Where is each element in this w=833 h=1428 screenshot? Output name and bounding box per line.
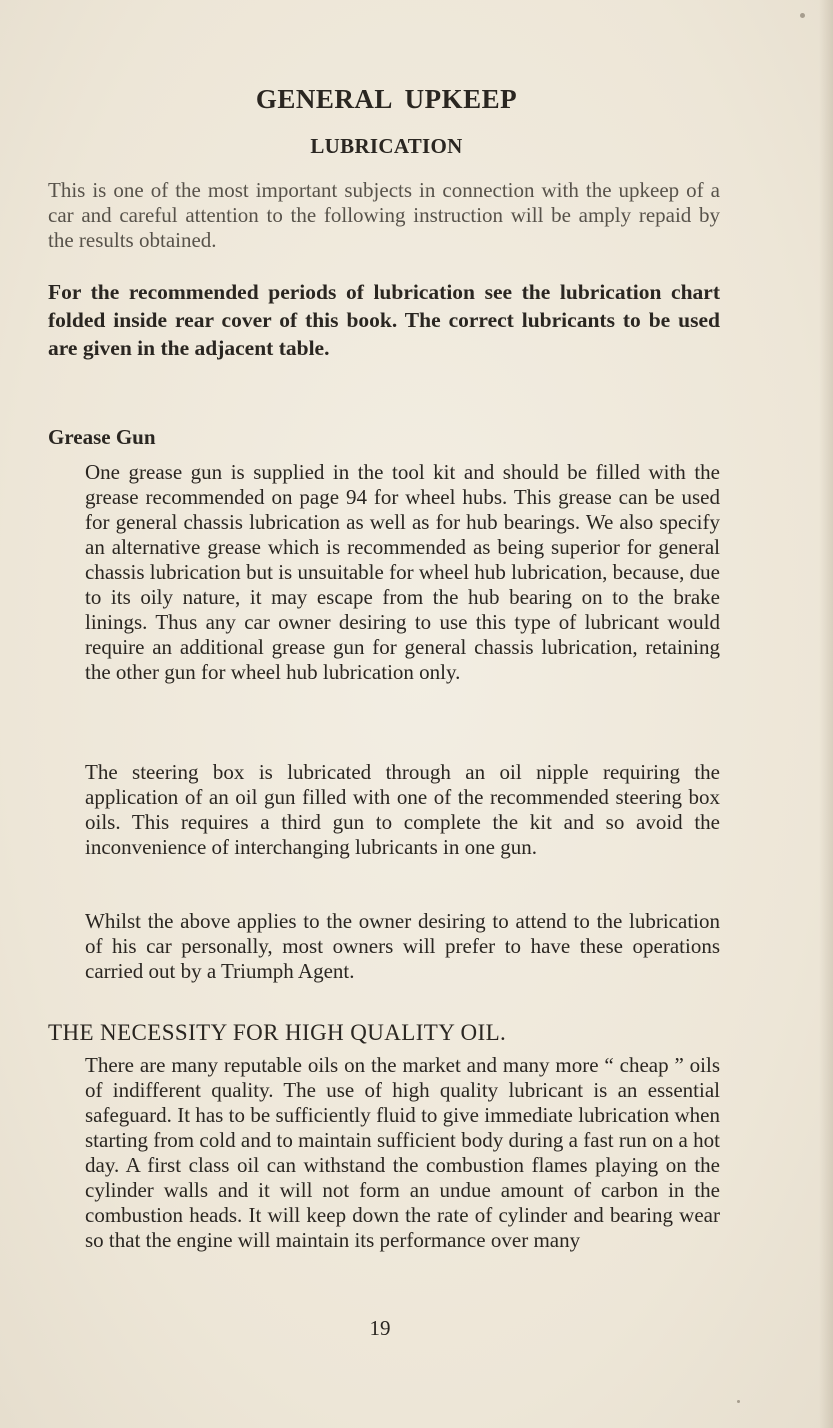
section-subtitle: LUBRICATION <box>310 134 463 158</box>
triumph-agent-paragraph: Whilst the above applies to the owner desiring to attend to the lubrication of his car personally, most owners will prefer to have these operations carried out by a Triumph Agent. <box>85 909 720 983</box>
steering-box-paragraph: The steering box is lubricated through an oil nipple requiring the application of an oil gun filled with one of the recommended steering box oils. This requires a third gun to complete the kit and so avoid the inconvenience of interchanging lubricants in one gun. <box>85 760 720 859</box>
paper-speck <box>737 1400 740 1403</box>
page-edge-shadow <box>819 0 833 1428</box>
oil-quality-paragraph: There are many reputable oils on the market and many more “ cheap ” oils of indifferent quality. The use of high quality lubricant is an essential safeguard. It has to be sufficiently fluid to give immediate lubrication when starting from cold and to maintain sufficient body during a fast run on a hot day. A first class oil can withstand the combustion flames playing on the cylinder walls and it will not form an undue amount of carbon in the combustion heads. It will keep down the rate of cylinder and bearing wear so that the engine will maintain its performance over many <box>85 1053 720 1252</box>
lubrication-notice: For the recommended periods of lubrication see the lubrication chart folded inside rear cover of this book. The correct lubricants to be used are given in the adjacent table. <box>48 280 720 360</box>
oil-quality-heading: THE NECESSITY FOR HIGH QUALITY OIL. <box>48 1020 507 1045</box>
grease-gun-paragraph: One grease gun is supplied in the tool kit and should be filled with the grease recommended on page 94 for wheel hubs. This grease can be used for general chassis lubrication as well as for hub bearings. We also specify an alternative grease which is recommended as being superior for general chassis lubrication but is unsuitable for wheel hub lubrication, because, due to its oily nature, it may escape from the hub bearing on to the brake linings. Thus any car owner desiring to use this type of lubricant would require an additional grease gun for general chassis lubrication, retaining the other gun for wheel hub lubrication only. <box>85 460 720 684</box>
page-number: 19 <box>369 1316 391 1340</box>
page-title: GENERAL UPKEEP <box>255 84 518 114</box>
intro-paragraph: This is one of the most important subjects in connection with the upkeep of a car and careful attention to the following instruction will be amply repaid by the results obtained. <box>48 178 720 252</box>
paper-speck <box>800 13 805 18</box>
grease-gun-heading: Grease Gun <box>48 425 156 449</box>
